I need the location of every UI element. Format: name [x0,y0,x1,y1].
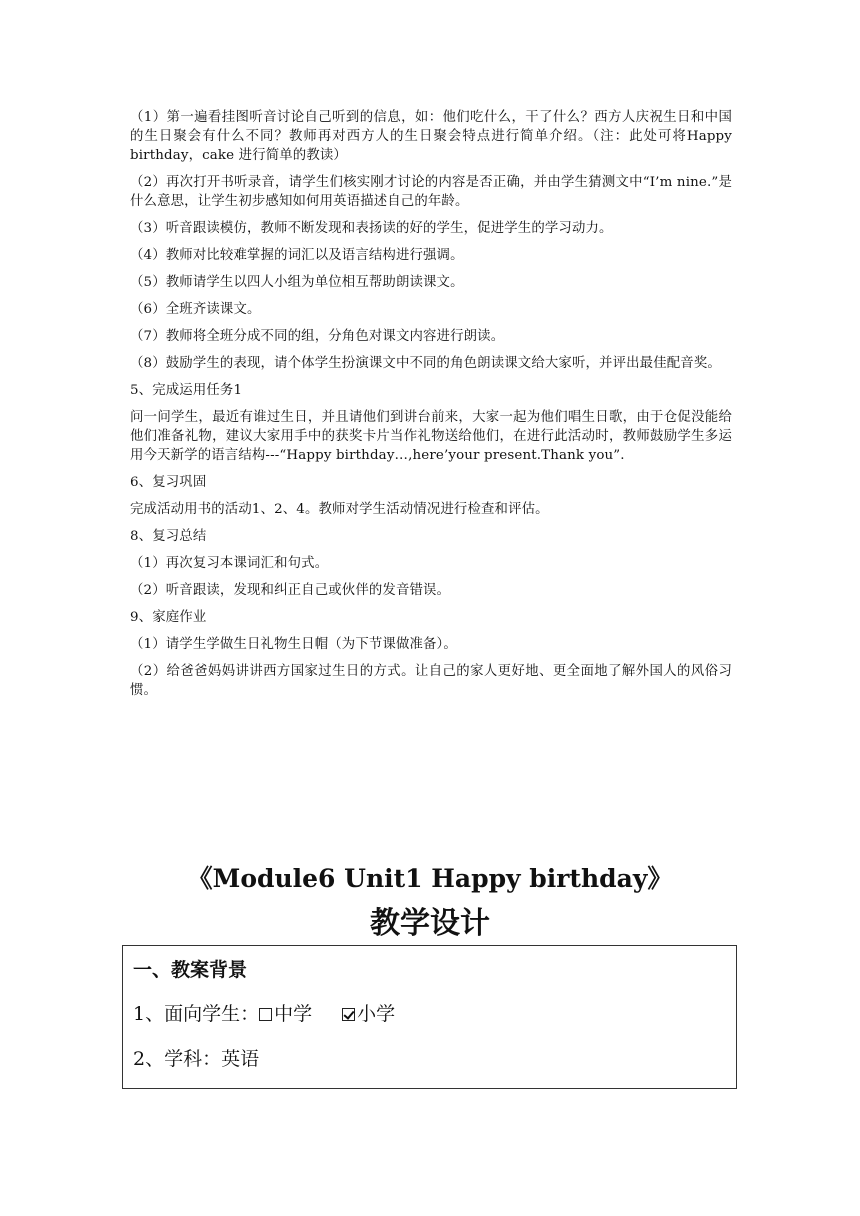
section-heading-summary: 8、复习总结 [130,529,207,544]
document-subtitle: 教学设计 [370,906,490,941]
section-heading-homework: 9、家庭作业 [130,610,207,625]
paragraph-step-3: （3）听音跟读模仿，教师不断发现和表扬读的好的学生，促进学生的学习动力。 [130,221,613,236]
paragraph-summary-1: （1）再次复习本课词汇和句式。 [130,556,329,571]
audience-row [133,1001,395,1027]
paragraph-step-7: （7）教师将全班分成不同的组，分角色对课文内容进行朗读。 [130,329,505,344]
paragraph-homework-2: （2）给爸爸妈妈讲讲西方国家过生日的方式。让自己的家人更好地、更全面地了解外国人的风俗习惯。 [130,664,732,698]
box-heading: 一、教案背景 [133,959,248,981]
paragraph-step-1: （1）第一遍看挂图听音讨论自己听到的信息，如：他们吃什么，干了什么？西方人庆祝生日和中国的生日聚会有什么不同？教师再对西方人的生日聚会特点进行简单介绍。（注：此处可将Happy birthday，cake 进行简单的教读） [130,110,732,163]
paragraph-summary-2: （2）听音跟读，发现和纠正自己或伙伴的发音错误。 [130,583,451,598]
paragraph-step-8: （8）鼓励学生的表现，请个体学生扮演课文中不同的角色朗读课文给大家听，并评出最佳配音奖。 [130,356,721,371]
lesson-background-box [122,945,737,1089]
section-heading-review: 6、复习巩固 [130,475,207,490]
option-primary-school-label: 小学 [357,1003,396,1025]
checkbox-checked-icon[interactable] [342,1008,355,1021]
option-middle-school-label: 中学 [274,1003,313,1025]
paragraph-task-body: 问一问学生，最近有谁过生日，并且请他们到讲台前来，大家一起为他们唱生日歌，由于仓促没能给他们准备礼物，建议大家用手中的获奖卡片当作礼物送给他们，在进行此活动时，教师鼓励学生多运用今天新学的语言结构---“Happy birthday…,here’your present.Thank you”. [130,410,732,463]
paragraph-step-5: （5）教师请学生以四人小组为单位相互帮助朗读课文。 [130,275,464,290]
subject-row: 2、学科：英语 [133,1048,260,1070]
paragraph-step-6: （6）全班齐读课文。 [130,302,261,317]
paragraph-homework-1: （1）请学生学做生日礼物生日帽（为下节课做准备）。 [130,637,457,652]
paragraph-review-body: 完成活动用书的活动1、2、4。教师对学生活动情况进行检查和评估。 [130,502,549,517]
section-heading-task: 5、完成运用任务1 [130,383,243,398]
option-middle-school[interactable] [259,1001,312,1027]
checkbox-empty-icon[interactable] [259,1008,272,1021]
option-primary-school[interactable] [342,1001,395,1027]
document-body [130,108,732,708]
document-title: 《Module6 Unit1 Happy birthday》 [187,864,673,893]
audience-label: 1、面向学生： [133,1003,260,1025]
paragraph-step-2: （2）再次打开书听录音，请学生们核实刚才讨论的内容是否正确，并由学生猜测文中“I’m nine.”是什么意思，让学生初步感知如何用英语描述自己的年龄。 [130,175,732,209]
paragraph-step-4: （4）教师对比较难掌握的词汇以及语言结构进行强调。 [130,248,464,263]
